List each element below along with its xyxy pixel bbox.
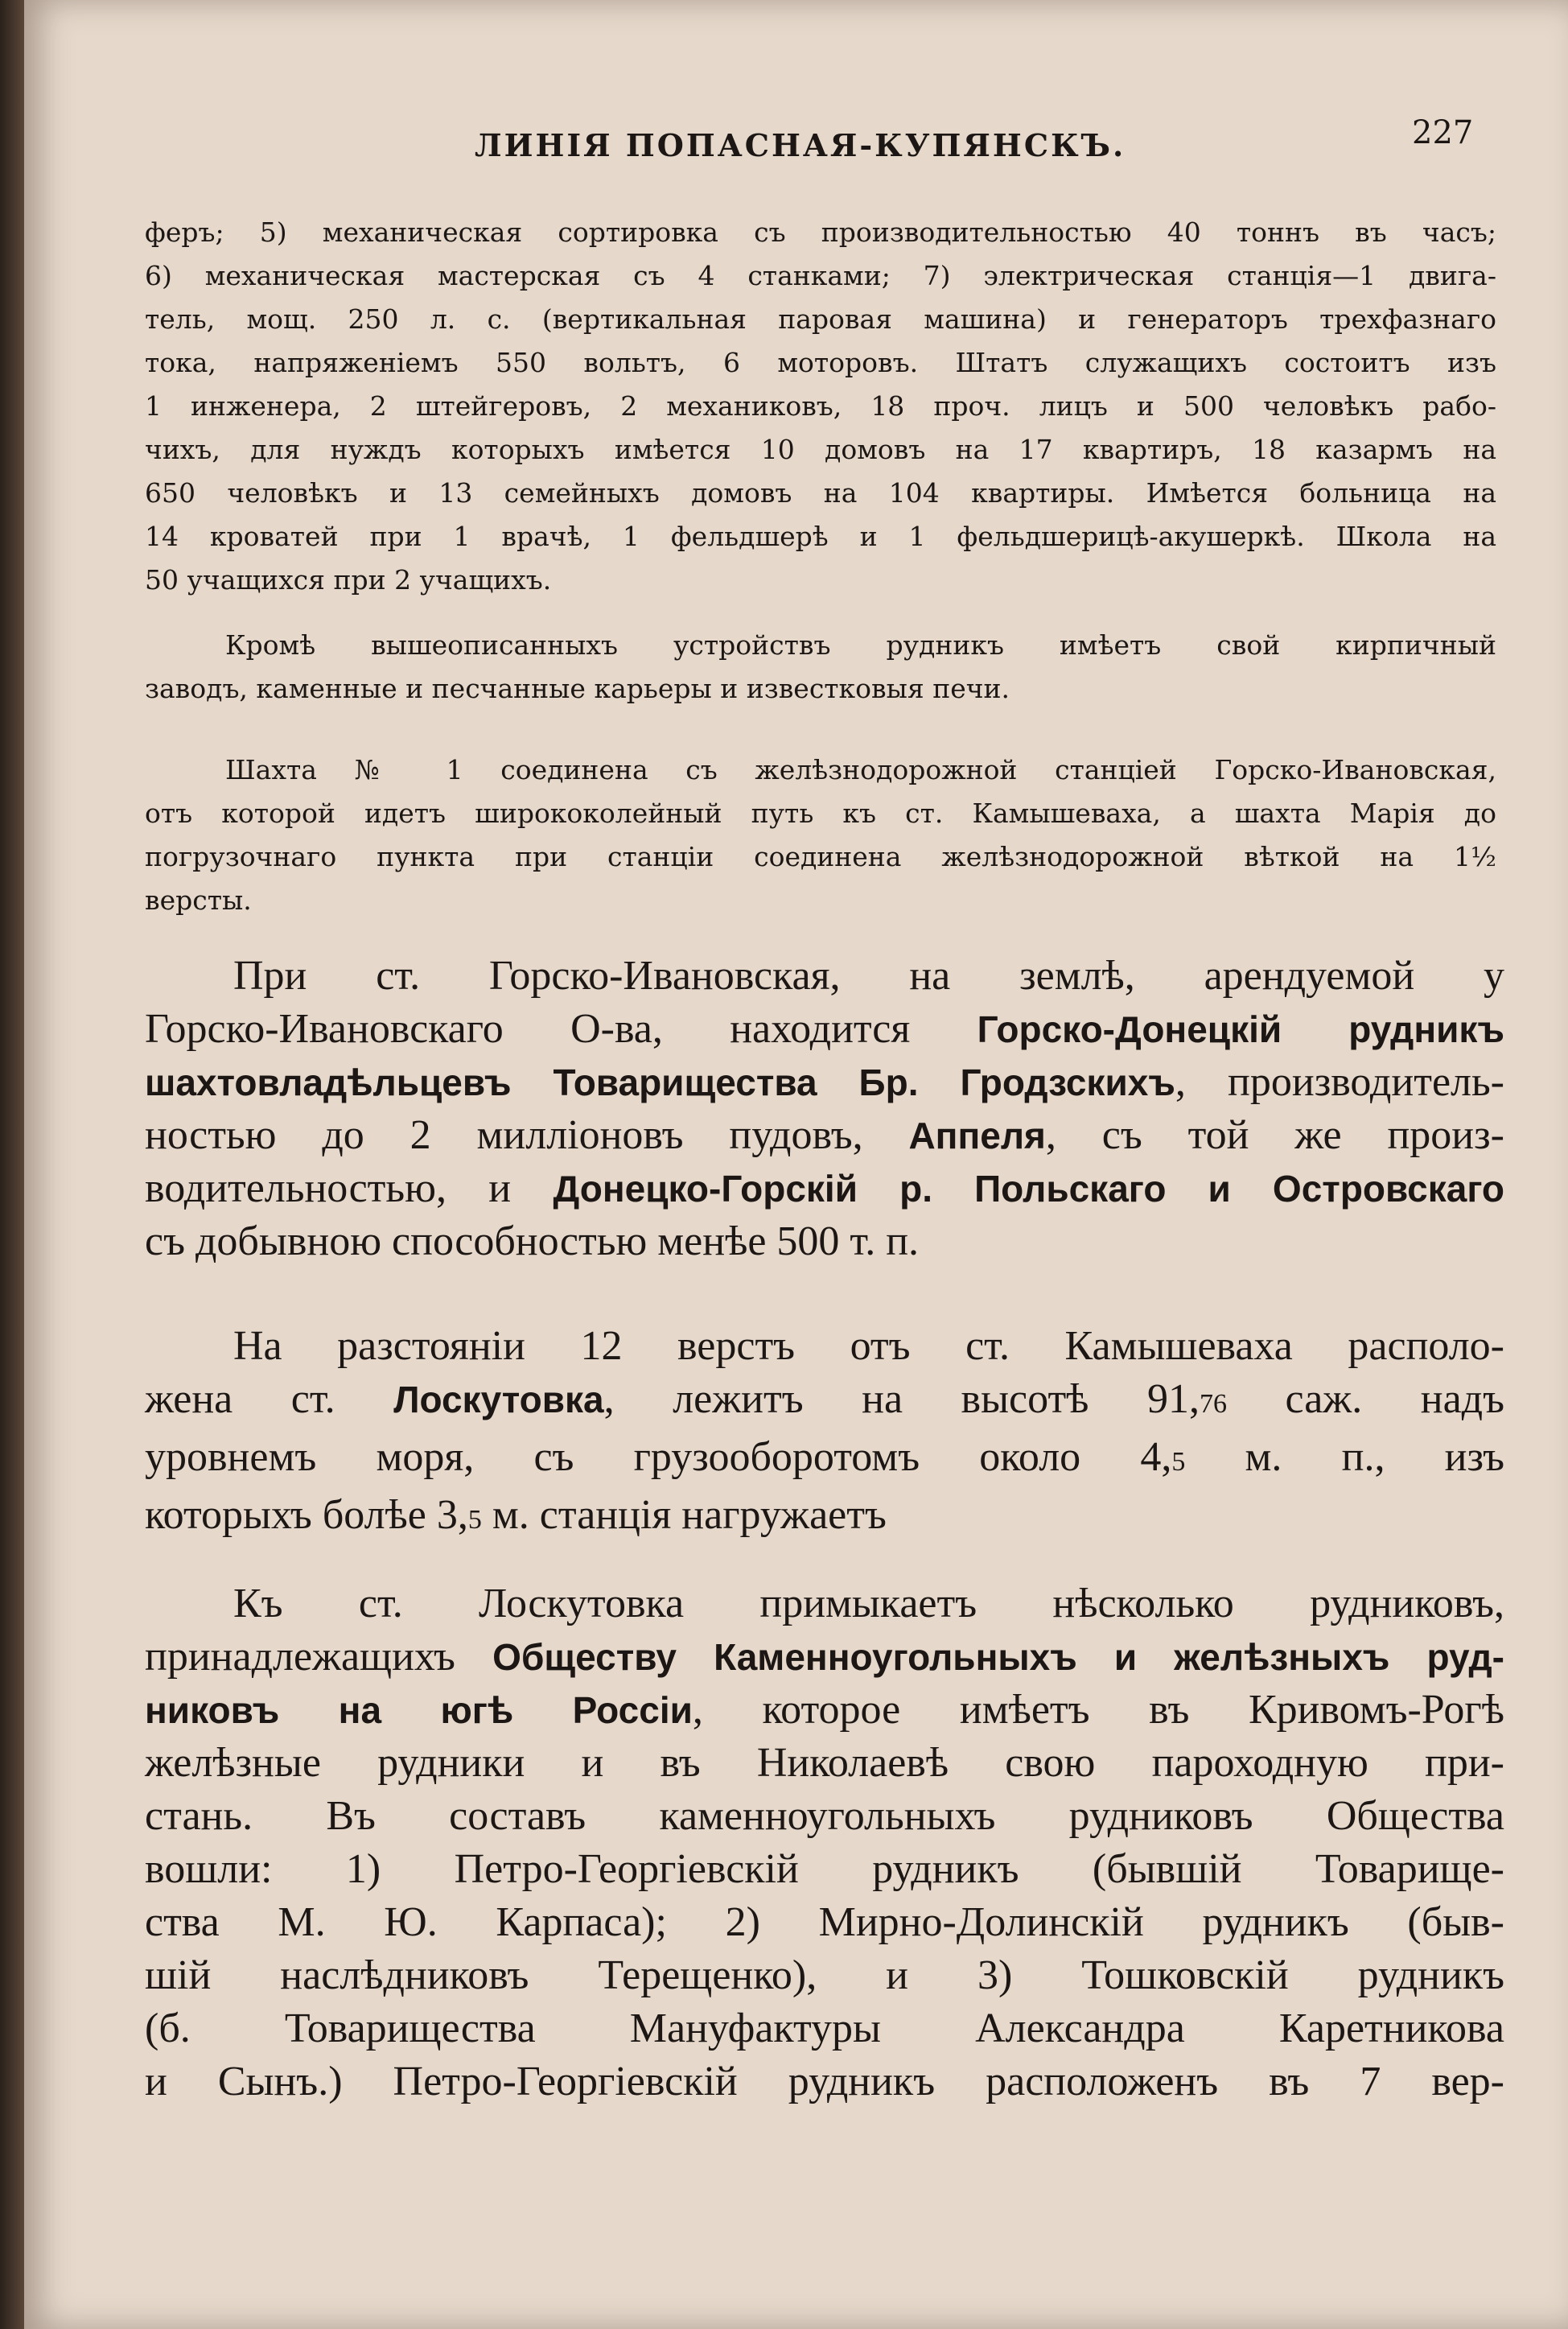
text-line: стань. Въ составъ каменноугольныхъ рудниковъ Общества <box>145 1793 1504 1839</box>
decimal-run: 5 <box>467 1505 482 1535</box>
text-run: , съ той же произ- <box>1045 1112 1504 1158</box>
text-line <box>145 1109 1504 1162</box>
text-line: Кромѣ вышеописанныхъ устройствъ рудникъ имѣетъ свой кирпичный <box>225 629 1496 661</box>
page-number: 227 <box>1412 114 1474 151</box>
text-run: принадлежащихъ <box>145 1634 493 1680</box>
text-run: , производитель- <box>1175 1059 1505 1105</box>
text-run: ностью до 2 милліоновъ пудовъ, <box>145 1112 909 1158</box>
text-line <box>145 1373 1504 1431</box>
text-run: , которое имѣетъ въ Кривомъ-Рогѣ <box>692 1687 1504 1733</box>
text-line: При ст. Горско-Ивановская, на землѣ, арендуемой у <box>233 953 1504 999</box>
text-line: погрузочнаго пункта при станціи соединена желѣзнодорожной вѣткой на 1½ <box>145 841 1496 872</box>
text-line: 50 учащихся при 2 учащихъ. <box>145 564 552 596</box>
bold-run: Обществу Каменноугольныхъ и желѣзныхъ руд- <box>492 1636 1504 1678</box>
text-run: водительностью, и <box>145 1165 554 1211</box>
text-run: , лежитъ на высотѣ 91, <box>603 1376 1200 1422</box>
text-line: 1 инженера, 2 штейгеровъ, 2 механиковъ, 18 проч. лицъ и 500 человѣкъ рабо- <box>145 390 1496 422</box>
text-run: жена ст. <box>145 1376 394 1422</box>
text-line <box>145 1630 1504 1684</box>
decimal-run: 5 <box>1171 1447 1186 1477</box>
bold-run: Лоскутовка <box>393 1379 604 1420</box>
text-line: (б. Товарищества Мануфактуры Александра Каретникова <box>145 2005 1504 2051</box>
text-run: которыхъ болѣе 3, <box>145 1492 468 1538</box>
text-line: шій наслѣдниковъ Терещенко), и 3) Тошковскій рудникъ <box>145 1952 1504 1998</box>
text-line: чихъ, для нуждъ которыхъ имѣется 10 домовъ на 17 квартиръ, 18 казармъ на <box>145 434 1496 465</box>
bold-run: Донецко-Горскій р. Польскаго и Островскаго <box>553 1168 1504 1210</box>
book-spine-shadow <box>0 0 24 2329</box>
paragraph-3 <box>145 748 1496 922</box>
bold-run: Горско-Донецкій рудникъ <box>977 1008 1504 1050</box>
text-line: феръ; 5) механическая сортировка съ производительностью 40 тоннъ въ часъ; <box>145 216 1496 248</box>
text-line: желѣзные рудники и въ Николаевѣ свою пароходную при- <box>145 1740 1504 1786</box>
text-line: На разстояніи 12 верстъ отъ ст. Камышеваха располо- <box>233 1323 1504 1369</box>
paragraph-2 <box>145 624 1496 711</box>
paragraph-4 <box>145 950 1504 1268</box>
decimal-run: 76 <box>1199 1389 1227 1419</box>
bold-run: никовъ на югѣ Россіи <box>145 1689 693 1731</box>
bold-run: шахтовладѣльцевъ Товарищества Бр. Гродзскихъ <box>145 1061 1175 1103</box>
text-line: заводъ, каменные и песчанные карьеры и известковыя печи. <box>145 673 1010 704</box>
text-line: 6) механическая мастерская съ 4 станками; 7) электрическая станція—1 двига- <box>145 260 1496 291</box>
text-line <box>145 1162 1504 1215</box>
text-line <box>145 1431 1504 1489</box>
text-line: 650 человѣкъ и 13 семейныхъ домовъ на 104 квартиры. Имѣется больница на <box>145 477 1496 509</box>
text-line: Къ ст. Лоскутовка примыкаетъ нѣсколько рудниковъ, <box>233 1581 1504 1626</box>
paragraph-6 <box>145 1577 1504 2108</box>
text-run: уровнемъ моря, съ грузооборотомъ около 4, <box>145 1434 1172 1480</box>
text-line: версты. <box>145 884 252 916</box>
text-line: съ добывною способностью менѣе 500 т. п. <box>145 1218 920 1264</box>
text-run: Горско-Ивановскаго О-ва, находится <box>145 1006 977 1052</box>
text-line: и Сынъ.) Петро-Георгіевскій рудникъ расположенъ въ 7 вер- <box>145 2059 1504 2104</box>
text-run: м. станція нагружаетъ <box>481 1492 887 1538</box>
text-run: м. п., изъ <box>1185 1434 1504 1480</box>
text-line: ства М. Ю. Карпаса); 2) Мирно-Долинскій рудникъ (быв- <box>145 1899 1504 1945</box>
text-run: саж. надъ <box>1226 1376 1505 1422</box>
text-line <box>145 1056 1504 1109</box>
text-line <box>145 1684 1504 1737</box>
text-line: тока, напряженіемъ 550 вольтъ, 6 моторовъ. Штатъ служащихъ состоитъ изъ <box>145 347 1496 378</box>
text-line <box>145 1003 1504 1056</box>
paragraph-1 <box>145 211 1496 602</box>
text-line: тель, мощ. 250 л. с. (вертикальная паровая машина) и генераторъ трехфазнаго <box>145 303 1496 335</box>
paragraph-5 <box>145 1320 1504 1547</box>
text-line: вошли: 1) Петро-Георгіевскій рудникъ (бывшій Товарище- <box>145 1846 1504 1892</box>
bold-run: Аппеля <box>908 1115 1046 1156</box>
book-page <box>24 0 1568 2329</box>
text-line <box>145 1489 1504 1547</box>
text-line: отъ которой идетъ ширококолейный путь къ ст. Камышеваха, а шахта Марія до <box>145 798 1496 829</box>
running-header-title: ЛИНІЯ ПОПАСНАЯ-КУПЯНСКЪ. <box>475 127 1126 163</box>
text-line: Шахта № 1 соединена съ желѣзнодорожной станціей Горско-Ивановская, <box>225 754 1496 785</box>
text-line: 14 кроватей при 1 врачѣ, 1 фельдшерѣ и 1 фельдшерицѣ-акушеркѣ. Школа на <box>145 521 1496 552</box>
